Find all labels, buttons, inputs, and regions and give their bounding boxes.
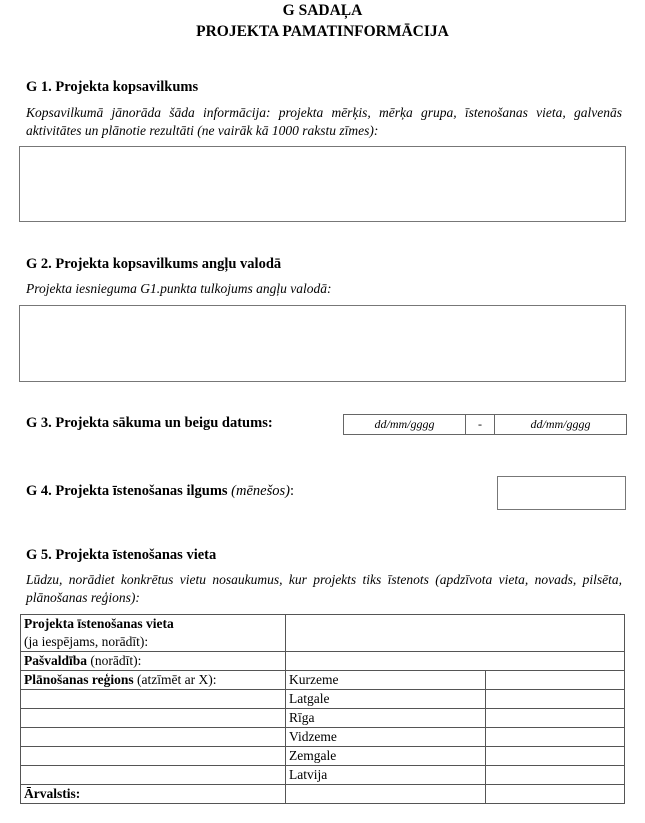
empty-cell bbox=[21, 728, 286, 747]
region-mark-input[interactable] bbox=[486, 671, 625, 690]
start-date-input[interactable]: dd/mm/gggg bbox=[344, 415, 466, 434]
table-row bbox=[21, 690, 625, 709]
location-table bbox=[20, 614, 625, 804]
region-note: (atzīmēt ar X): bbox=[133, 672, 217, 687]
empty-cell bbox=[21, 690, 286, 709]
g4-unit: (mēnešos) bbox=[231, 483, 290, 499]
table-row bbox=[21, 766, 625, 785]
table-row bbox=[21, 671, 625, 690]
date-separator: - bbox=[466, 415, 495, 434]
table-row bbox=[21, 747, 625, 766]
place-label-cell bbox=[21, 615, 286, 652]
duration-input[interactable] bbox=[497, 476, 626, 510]
g2-instruction: Projekta iesnieguma G1.punkta tulkojums angļu valodā: bbox=[26, 281, 332, 296]
region-mark-input[interactable] bbox=[486, 728, 625, 747]
region-mark-input[interactable] bbox=[486, 747, 625, 766]
g1-instruction: Kopsavilkumā jānorāda šāda informācija: projekta mērķis, mērķa grupa, īstenošanas vieta, galvenās aktivitātes un plānotie rezultāti (ne vairāk kā 1000 rakstu zīmes): bbox=[26, 105, 622, 138]
g4-heading bbox=[26, 483, 294, 500]
region-name: Latgale bbox=[286, 690, 486, 709]
empty-cell bbox=[21, 709, 286, 728]
region-name: Vidzeme bbox=[286, 728, 486, 747]
g2-heading: G 2. Projekta kopsavilkums angļu valodā bbox=[26, 256, 282, 272]
g5-instruction: Lūdzu, norādiet konkrētus vietu nosaukumus, kur projekts tiks īstenots (apdzīvota vieta, novads, pilsēta, plānošanas reģions): bbox=[26, 572, 622, 605]
g3-heading: G 3. Projekta sākuma un beigu datums: bbox=[26, 415, 273, 431]
region-label-cell bbox=[21, 671, 286, 690]
g1-heading: G 1. Projekta kopsavilkums bbox=[26, 79, 199, 95]
g1-summary-input[interactable] bbox=[19, 146, 626, 222]
region-label: Plānošanas reģions bbox=[24, 672, 134, 687]
g5-heading: G 5. Projekta īstenošanas vieta bbox=[26, 547, 217, 563]
table-row bbox=[21, 728, 625, 747]
table-row bbox=[21, 615, 625, 652]
municipality-note: (norādīt): bbox=[87, 653, 142, 668]
place-note: (ja iespējams, norādīt): bbox=[24, 634, 149, 649]
municipality-label: Pašvaldība bbox=[24, 653, 88, 668]
region-name: Kurzeme bbox=[286, 671, 486, 690]
empty-cell bbox=[21, 747, 286, 766]
end-date-input[interactable]: dd/mm/gggg bbox=[530, 417, 591, 431]
section-subtitle: PROJEKTA PAMATINFORMĀCIJA bbox=[196, 23, 449, 40]
section-title: G SADAĻA bbox=[282, 2, 363, 19]
region-name: Rīga bbox=[286, 709, 486, 728]
foreign-label-cell bbox=[21, 785, 286, 804]
municipality-label-cell bbox=[21, 652, 286, 671]
foreign-label: Ārvalstis: bbox=[24, 786, 81, 801]
foreign-input[interactable] bbox=[286, 785, 486, 804]
g4-colon: : bbox=[289, 483, 294, 499]
region-name: Zemgale bbox=[286, 747, 486, 766]
region-mark-input[interactable] bbox=[486, 690, 625, 709]
empty-cell bbox=[21, 766, 286, 785]
foreign-mark-input[interactable] bbox=[486, 785, 625, 804]
region-name: Latvija bbox=[286, 766, 486, 785]
table-row bbox=[21, 785, 625, 804]
region-mark-input[interactable] bbox=[486, 766, 625, 785]
place-input[interactable] bbox=[286, 615, 625, 652]
date-range bbox=[343, 414, 627, 435]
region-mark-input[interactable] bbox=[486, 709, 625, 728]
table-row bbox=[21, 652, 625, 671]
place-label: Projekta īstenošanas vieta bbox=[24, 616, 174, 631]
g2-summary-english-input[interactable] bbox=[19, 305, 626, 382]
table-row bbox=[21, 709, 625, 728]
municipality-input[interactable] bbox=[286, 652, 625, 671]
g4-heading-text: G 4. Projekta īstenošanas ilgums bbox=[26, 483, 228, 499]
